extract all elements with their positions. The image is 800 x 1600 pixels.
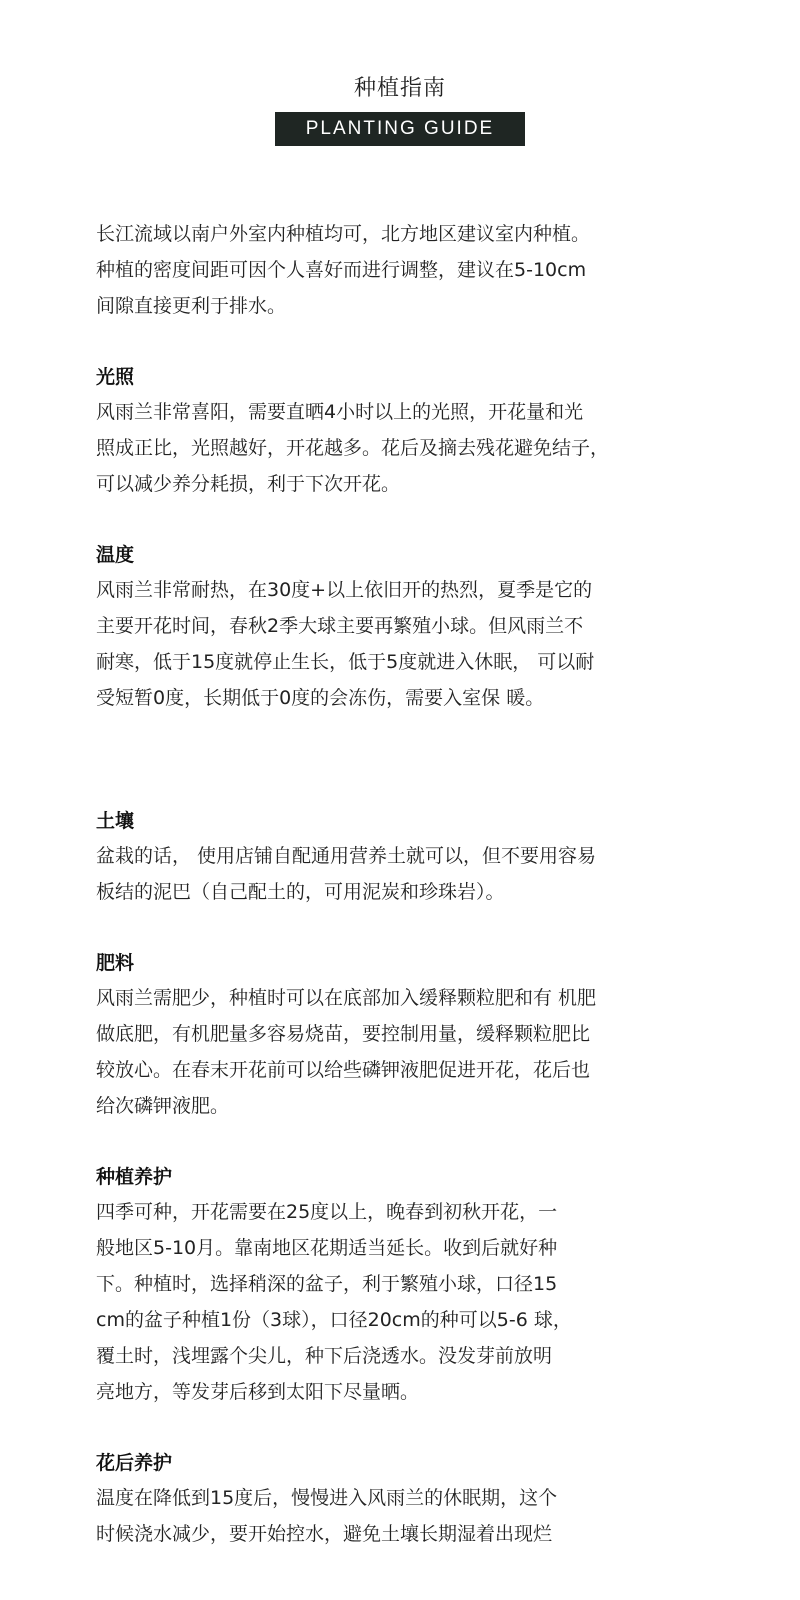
text-line: 盆栽的话， 使用店铺自配通用营养土就可以，但不要用容易: [96, 845, 597, 867]
page-title: 种植指南: [353, 76, 446, 101]
section-body: [96, 1194, 726, 1410]
text-line: 耐寒，低于15度就停止生长，低于5度就进入休眠， 可以耐: [96, 651, 595, 673]
text-line: 间隙直接更利于排水。: [96, 295, 287, 317]
section-title: 肥料: [96, 952, 135, 974]
section-post-bloom-care: [96, 1446, 726, 1552]
text-line: 受短暂0度，长期低于0度的会冻伤，需要入室保 暖。: [96, 687, 545, 709]
text-line: cm的盆子种植1份（3球），口径20cm的种可以5-6 球，: [96, 1309, 572, 1331]
text-line: 照成正比，光照越好，开花越多。花后及摘去残花避免结子，: [96, 437, 610, 459]
text-line: 风雨兰需肥少，种植时可以在底部加入缓释颗粒肥和有 机肥: [96, 987, 597, 1009]
subtitle-banner: [0, 112, 800, 146]
text-line: 覆土时，浅埋露个尖儿，种下后浇透水。没发芽前放明: [96, 1345, 553, 1367]
section-body: [96, 838, 726, 910]
section-title: 温度: [96, 544, 135, 566]
text-line: 温度在降低到15度后，慢慢进入风雨兰的休眠期，这个: [96, 1487, 558, 1509]
text-line: 可以减少养分耗损，利于下次开花。: [96, 473, 401, 495]
text-line: 下。种植时，选择稍深的盆子，利于繁殖小球，口径15: [96, 1273, 558, 1295]
section-body: [96, 1480, 726, 1552]
section-title: 土壤: [96, 810, 135, 832]
section-title: 光照: [96, 366, 135, 388]
text-line: 长江流域以南户外室内种植均可，北方地区建议室内种植。: [96, 223, 591, 245]
section-body: [96, 394, 726, 502]
section-title: 种植养护: [96, 1166, 173, 1188]
intro-paragraph: [96, 216, 726, 324]
text-line: 风雨兰非常喜阳，需要直晒4小时以上的光照，开花量和光: [96, 401, 584, 423]
text-line: 给次磷钾液肥。: [96, 1095, 230, 1117]
section-soil: [96, 804, 726, 910]
page-header: [0, 74, 800, 146]
section-body: [96, 980, 726, 1124]
text-line: 较放心。在春末开花前可以给些磷钾液肥促进开花，花后也: [96, 1059, 591, 1081]
text-line: 风雨兰非常耐热，在30度+以上依旧开的热烈，夏季是它的: [96, 579, 593, 601]
section-light: [96, 360, 726, 502]
guide-content: [96, 216, 726, 1552]
text-line: 般地区5-10月。靠南地区花期适当延长。收到后就好种: [96, 1237, 558, 1259]
text-line: 亮地方，等发芽后移到太阳下尽量晒。: [96, 1381, 420, 1403]
section-body: [96, 572, 726, 716]
text-line: 做底肥，有机肥量多容易烧苗，要控制用量，缓释颗粒肥比: [96, 1023, 591, 1045]
text-line: 时候浇水减少，要开始控水，避免土壤长期湿着出现烂: [96, 1523, 553, 1545]
section-temperature: [96, 538, 726, 716]
text-line: 板结的泥巴（自己配土的，可用泥炭和珍珠岩）。: [96, 881, 505, 903]
text-line: 主要开花时间，春秋2季大球主要再繁殖小球。但风雨兰不: [96, 615, 584, 637]
section-fertilizer: [96, 946, 726, 1124]
text-line: 四季可种，开花需要在25度以上，晚春到初秋开花，一: [96, 1201, 558, 1223]
section-title: 花后养护: [96, 1452, 173, 1474]
text-line: 种植的密度间距可因个人喜好而进行调整，建议在5-10cm: [96, 259, 587, 281]
subtitle-label: PLANTING GUIDE: [275, 112, 525, 146]
section-planting-care: [96, 1160, 726, 1410]
